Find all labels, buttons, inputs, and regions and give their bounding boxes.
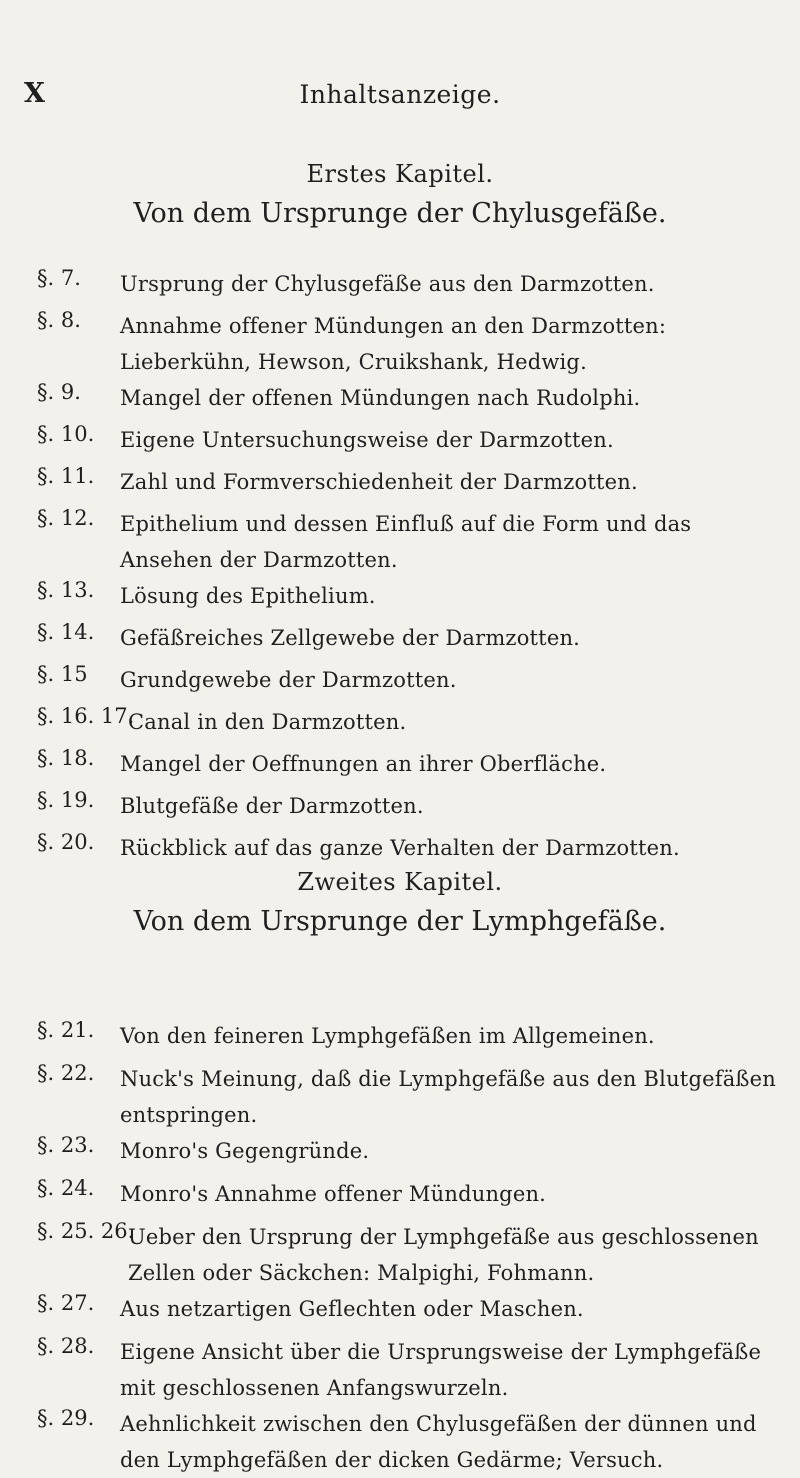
toc-entry <box>0 1219 800 1291</box>
toc-entry <box>0 266 800 308</box>
section-text: Blutgefäße der Darmzotten. <box>120 794 424 818</box>
section-text: Gefäßreiches Zellgewebe der Darmzotten. <box>120 626 581 650</box>
section-number: §. 28. <box>37 1334 95 1358</box>
chapter-number-label: Erstes Kapitel. <box>306 160 494 188</box>
toc-entry <box>0 578 800 620</box>
toc-entry <box>0 788 800 830</box>
section-text: Annahme offener Mündungen an den Darmzotten: Lieberkühn, Hewson, Cruikshank, Hedwig. <box>120 314 667 374</box>
section-text: Von den feineren Lymphgefäßen im Allgemeinen. <box>120 1024 655 1048</box>
section-number: §. 8. <box>37 308 81 332</box>
page-header <box>0 74 800 108</box>
chapter-title: Von dem Ursprunge der Chylusgefäße. <box>133 198 667 229</box>
toc-entry <box>0 1291 800 1334</box>
section-number: §. 9. <box>37 380 81 404</box>
toc-entry <box>0 830 800 872</box>
section-text: Grundgewebe der Darmzotten. <box>120 668 457 692</box>
section-number: §. 25. 26. <box>37 1219 135 1243</box>
section-text: Ueber den Ursprung der Lymphgefäße aus geschlossenen Zellen oder Säckchen: Malpighi, Fohmann. <box>128 1225 759 1285</box>
section-text: Aehnlichkeit zwischen den Chylusgefäßen der dünnen und den Lymphgefäßen der dicken Gedärme; Versuch. <box>120 1412 757 1472</box>
section-number: §. 12. <box>37 506 95 530</box>
section-text: Eigene Untersuchungsweise der Darmzotten. <box>120 428 614 452</box>
section-number: §. 23. <box>37 1133 95 1157</box>
section-number: §. 11. <box>37 464 95 488</box>
section-number: §. 24. <box>37 1176 95 1200</box>
toc-entry <box>0 1018 800 1061</box>
section-text: Monro's Gegengründe. <box>120 1139 370 1163</box>
section-number: §. 27. <box>37 1291 95 1315</box>
section-number: §. 18. <box>37 746 95 770</box>
toc-entry <box>0 1406 800 1478</box>
section-number: §. 19. <box>37 788 95 812</box>
toc-entry <box>0 1176 800 1219</box>
toc-entry <box>0 308 800 380</box>
chapter-1-heading <box>0 160 800 250</box>
section-text: Eigene Ansicht über die Ursprungsweise der Lymphgefäße mit geschlossenen Anfangswurzeln. <box>120 1340 762 1400</box>
toc-entry <box>0 506 800 578</box>
toc-entry <box>0 746 800 788</box>
section-number: §. 10. <box>37 422 95 446</box>
section-number: §. 20. <box>37 830 95 854</box>
section-text: Ursprung der Chylusgefäße aus den Darmzotten. <box>120 272 655 296</box>
chapter-number-label: Zweites Kapitel. <box>297 868 503 896</box>
section-text: Mangel der Oeffnungen an ihrer Oberfläche. <box>120 752 607 776</box>
section-number: §. 29. <box>37 1406 95 1430</box>
toc-entry <box>0 620 800 662</box>
section-text: Nuck's Meinung, daß die Lymphgefäße aus den Blutgefäßen entspringen. <box>120 1067 776 1127</box>
section-number: §. 15 <box>37 662 88 686</box>
section-text: Rückblick auf das ganze Verhalten der Darmzotten. <box>120 836 680 860</box>
section-number: §. 21. <box>37 1018 95 1042</box>
chapter-2-contents <box>0 1018 800 1478</box>
section-number: §. 13. <box>37 578 95 602</box>
section-text: Monro's Annahme offener Mündungen. <box>120 1182 547 1206</box>
running-title: Inhaltsanzeige. <box>299 80 501 109</box>
section-number: §. 16. 17. <box>37 704 135 728</box>
toc-entry <box>0 464 800 506</box>
toc-entry <box>0 1133 800 1176</box>
chapter-title: Von dem Ursprunge der Lymphgefäße. <box>133 906 667 937</box>
section-number: §. 22. <box>37 1061 95 1085</box>
chapter-2-heading <box>0 868 800 958</box>
toc-entry <box>0 422 800 464</box>
section-number: §. 7. <box>37 266 81 290</box>
section-text: Aus netzartigen Geflechten oder Maschen. <box>120 1297 584 1321</box>
section-text: Epithelium und dessen Einfluß auf die Form und das Ansehen der Darmzotten. <box>120 512 692 572</box>
chapter-1-contents <box>0 266 800 872</box>
toc-entry <box>0 380 800 422</box>
toc-entry <box>0 662 800 704</box>
section-number: §. 14. <box>37 620 95 644</box>
toc-entry <box>0 1061 800 1133</box>
toc-entry <box>0 704 800 746</box>
toc-entry <box>0 1334 800 1406</box>
section-text: Zahl und Formverschiedenheit der Darmzotten. <box>120 470 638 494</box>
section-text: Mangel der offenen Mündungen nach Rudolphi. <box>120 386 641 410</box>
section-text: Canal in den Darmzotten. <box>128 710 407 734</box>
section-text: Lösung des Epithelium. <box>120 584 376 608</box>
page-number: X <box>24 78 45 109</box>
